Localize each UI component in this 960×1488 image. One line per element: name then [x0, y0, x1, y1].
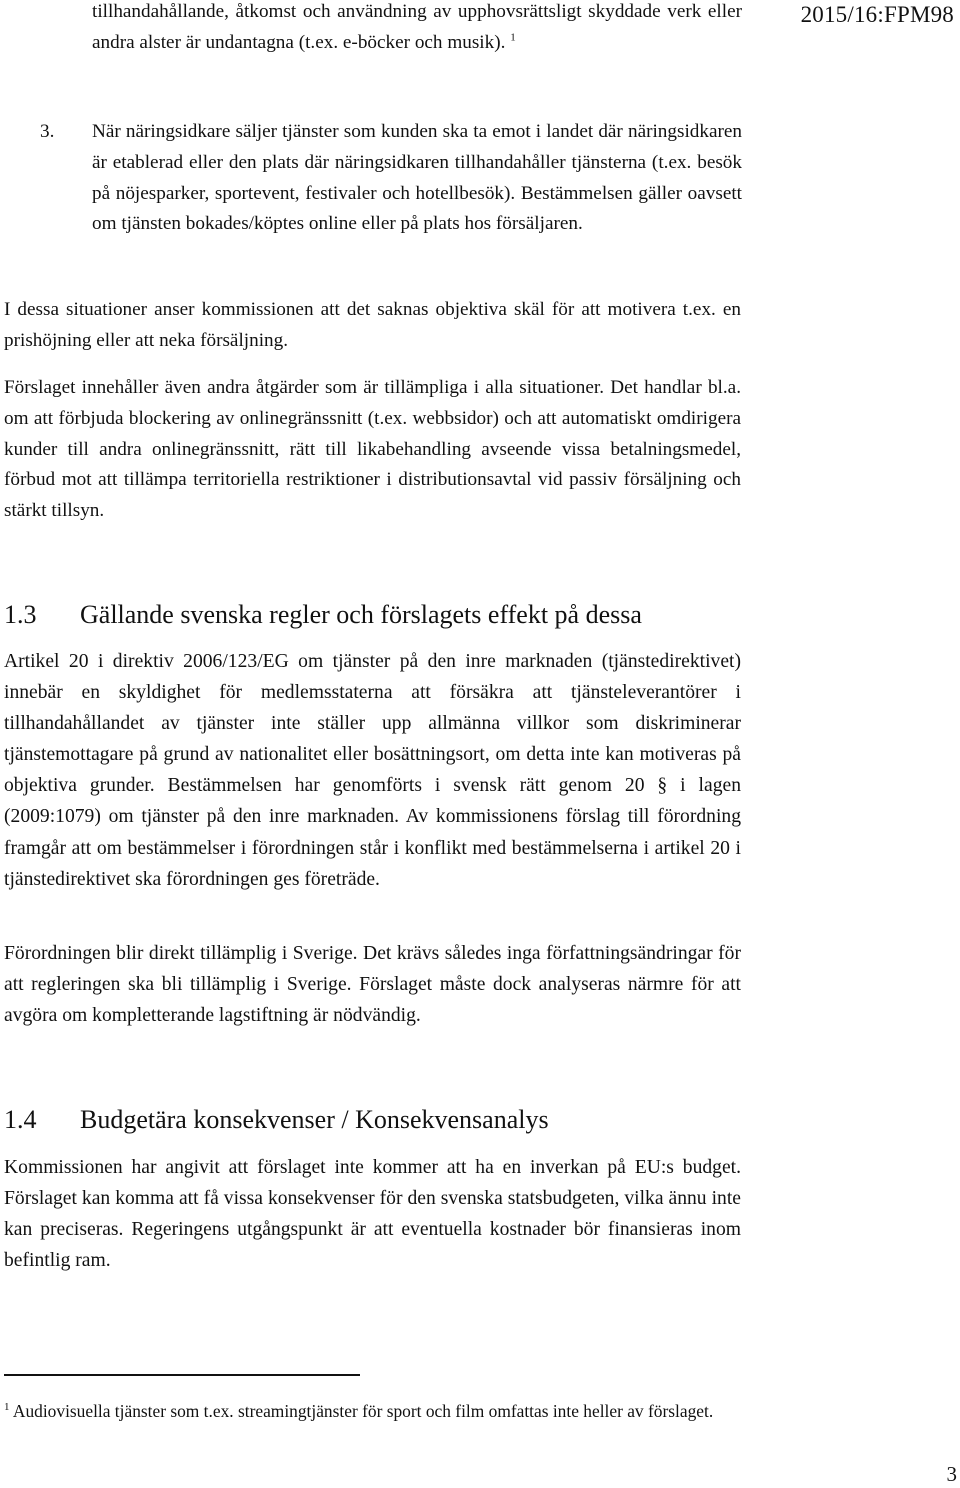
list-item-number: 3.	[40, 121, 55, 142]
paragraph-budget: Kommissionen har angivit att förslaget inte kommer att ha en inverkan på EU:s budget. Förslaget kan komma att få vissa konsekvenser för den svenska statsbudgeten, vilka ännu inte kan preciseras. Regeringens utgångspunkt är att eventuella kostnader bör finansieras inom befintlig ram.	[4, 1157, 741, 1272]
document-reference: 2015/16:FPM98	[800, 2, 954, 27]
page-number: 3	[946, 1462, 957, 1486]
list-item-3	[40, 117, 742, 240]
section-number: 1.4	[4, 1105, 37, 1134]
list-item-text: När näringsidkare säljer tjänster som kunden ska ta emot i landet där näringsidkaren är etablerad eller den plats där näringsidkaren tillhandahåller tjänsterna (t.ex. besök på nöjesparker, sportevent, festivaler och hotellbesök). Bestämmelsen gäller oavsett om tjänsten bokades/köptes online eller på plats hos försäljaren.	[92, 121, 742, 235]
footnote-reference: 1	[510, 31, 516, 44]
list-item-2-text: tillhandahållande, åtkomst och användning av upphovsrättsligt skyddade verk eller andra alster är undantagna (t.ex. e-böcker och musik).	[92, 1, 742, 53]
paragraph-regulation-applicable: Förordningen blir direkt tillämplig i Sverige. Det krävs således inga författningsändringar för att regleringen ska bli tillämplig i Sverige. Förslaget måste dock analyseras närmre för att avgöra om kompletterande lagstiftning är nödvändig.	[4, 943, 741, 1027]
footnote	[4, 1400, 741, 1423]
paragraph-other-measures: Förslaget innehåller även andra åtgärder som är tillämpliga i alla situationer. Det handlar bl.a. om att förbjuda blockering av onlinegränssnitt (t.ex. webbsidor) och att automatiskt omdirigera kunder till andra onlinegränssnitt, rätt till likabehandling avseende vissa betalningsmedel, förbud mot att tillämpa territoriella restriktioner i distributionsavtal vid passiv försäljning och stärkt tillsyn.	[4, 377, 741, 522]
section-heading-1-4	[4, 1103, 549, 1137]
section-heading-1-3	[4, 598, 642, 632]
section-number: 1.3	[4, 600, 37, 629]
footnote-text: Audiovisuella tjänster som t.ex. streamingtjänster för sport och film omfattas inte heller av förslaget.	[12, 1401, 714, 1421]
section-title: Budgetära konsekvenser / Konsekvensanalys	[80, 1105, 549, 1134]
list-item-2-continuation	[92, 0, 742, 59]
paragraph-situations: I dessa situationer anser kommissionen att det saknas objektiva skäl för att motivera t.ex. en prishöjning eller att neka försäljning.	[4, 299, 741, 351]
footnote-number: 1	[4, 1401, 10, 1414]
section-title: Gällande svenska regler och förslagets effekt på dessa	[80, 600, 642, 629]
footnote-separator	[4, 1374, 360, 1376]
paragraph-article-20: Artikel 20 i direktiv 2006/123/EG om tjänster på den inre marknaden (tjänstedirektivet) innebär en skyldighet för medlemsstaterna att försäkra att tjänsteleverantörer i tillhandahållandet av tjänster inte ställer upp allmänna villkor som diskriminerar tjänstemottagare på grund av nationalitet eller bosättningsort, om detta inte kan motiveras på objektiva grunder. Bestämmelsen har genomförts i svensk rätt genom 20 § i lagen (2009:1079) om tjänster på den inre marknaden. Av kommissionens förslag till förordning framgår att om bestämmelser i förordningen står i konflikt med bestämmelserna i artikel 20 i tjänstedirektivet ska förordningen ges företräde.	[4, 651, 741, 890]
